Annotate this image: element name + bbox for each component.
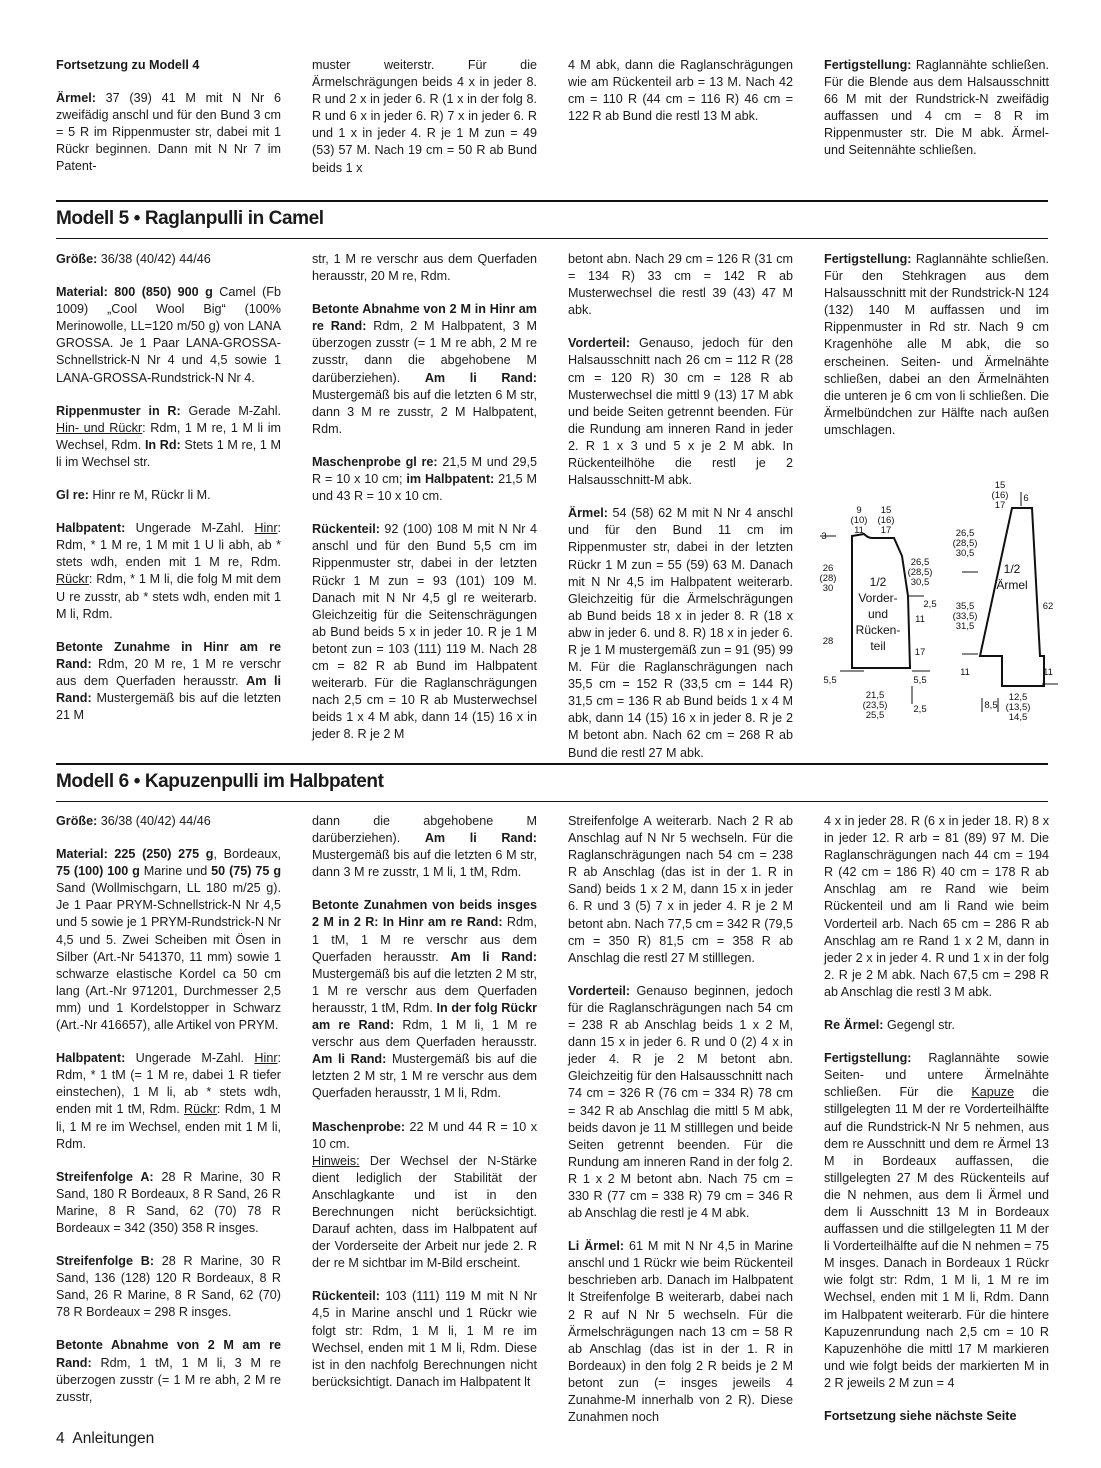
section-header-modell-5 xyxy=(56,200,1048,239)
m6-col1: Größe: 36/38 (40/42) 44/46 Material: 225 (250) 275 g, Bordeaux, 75 (100) 100 g Marine und 50 (75) 75 g Sand (Wollmischgarn, LL 180 m/25 g). Je 1 Paar PRYM-Schnellstrick-N Nr 4,5 und 5 sowie je 1 PRYM-Rundstrick-N Nr 4,5 und 5. Zwei Scheiben mit Ösen in Silber (Art.-Nr 541370, 11 mm) sowie 1 schwarze elastische Kordel ca 50 cm lang (Art.-Nr 971201, Durchmesser 2,5 mm) und 1 Kordelstopper in Schwarz (Art.-Nr 416657), alle Artikel von PRYM. Halbpatent: Ungerade M-Zahl. Hinr: Rdm, * 1 tM (= 1 M re, dabei 1 R tiefer einstechen), 1 M li, ab * stets wdh, enden mit 1 tM, Rdm. Rückr: Rdm, 1 M li, 1 M re im Wechsel, enden mit 1 M li, Rdm. Streifenfolge A: 28 R Marine, 30 R Sand, 180 R Bordeaux, 8 R Sand, 26 R Marine, 8 R Sand, 62 (70) 78 R Bordeaux = 342 (350) 358 R insges. Streifenfolge B: 28 R Marine, 30 R Sand, 136 (128) 120 R Bordeaux, 8 R Sand, 26 R Marine, 8 R Sand, 62 (70) 78 R Bordeaux = 298 R insges. Betonte Abnahme von 2 M am re Rand: Rdm, 1 tM, 1 M li, 3 M re überzogen zusstr (= 1 M re abh, 2 M re zusstr, xyxy=(56,814,282,1404)
body-label-1: 1/2 xyxy=(869,575,887,589)
diag-s17: 17 xyxy=(994,500,1006,511)
diag-b25: 2,5 xyxy=(913,704,927,715)
diag-l3: 3 xyxy=(821,531,827,542)
m6-col2: dann die abgehobene M darüberziehen). Am li Rand: Mustergemäß bis auf die letzten 6 M str, dann 3 M re zusstr, 1 M li, 1 tM, Rdm. Betonte Zunahmen von beids insges 2 M in 2 R: In Hinr am re Rand: Rdm, 1 tM, 1 M re verschr aus dem Querfaden herausstr. Am li Rand: Mustergemäß bis auf die letzten 2 M str, 1 M re verschr aus dem Querfaden herausstr, 1 tM, Rdm. In der folg Rückr am re Rand: Rdm, 1 M li, 1 M re verschr aus dem Querfaden herausstr. Am li Rand: Mustergemäß bis auf die letzten 2 M str, 1 M re verschr aus dem Querfaden herausstr, 1 M li, Rdm. Maschenprobe: 22 M und 44 R = 10 x 10 cm. Hinweis: Der Wechsel der N-Stärke dient lediglich der Stabilität der Anschlagkante und ist in den Berechnungen nicht berücksichtigt. Darauf achten, dass im Halbpatent auf der Vorderseite der Arbeit nur jede 2. R der re M sichtbar im M-Bild erscheint. Rückenteil: 103 (111) 119 M mit N Nr 4,5 in Marine anschl und 1 Rückr wie folgt str: Rdm, 1 M li, 1 M re im Wechsel, enden mit 1 M li, Rdm. Diese ist in den nachfolg Berechnungen nicht berücksichtigt. Danach im Halbpatent lt xyxy=(312,814,538,1389)
diag-t16: (16) xyxy=(877,515,895,526)
diag-b215: 21,5 xyxy=(865,690,885,701)
body-label-4: Rücken- xyxy=(855,623,901,637)
sleeve-label-1: 1/2 xyxy=(1003,562,1021,576)
footer-section: Anleitungen xyxy=(72,1430,155,1447)
diag-t10: (10) xyxy=(850,515,868,526)
m5-col2: str, 1 M re verschr aus dem Querfaden herausstr, 20 M re, Rdm. Betonte Abnahme von 2 M in Hinr am re Rand: Rdm, 2 M Halbpatent, 3 M überzogen zusstr (= 1 M re abh, 2 M re zusstr, dann die abgehobene M darüberziehen). Am li Rand: Mustergemäß bis auf die letzten 6 M str, dann 3 M re zusstr, 2 M Halbpatent, Rdm. Maschenprobe gl re: 21,5 M und 29,5 R = 10 x 10 cm; im Halbpatent: 21,5 M und 43 R = 10 x 10 cm. Rückenteil: 92 (100) 108 M mit N Nr 4 anschl und für den Bund 5,5 cm im Rippenmuster str, dabei in der letzten Rückr 1 M zun = 93 (101) 109 M. Danach mit N Nr 4,5 gl re weiterarb. Gleichzeitig für die Seitenschrägungen ab Bund beids 5 x in jeder 10. R je 1 M betont zun = 103 (111) 119 M. Nach 28 cm = 82 R ab Bund im Halbpatent weiterarb. Für die Raglanschrägungen nach 2,5 cm = 10 R ab Musterwechsel beids 1 x 4 M abk, dann 14 (15) 16 x in jeder 8. R je 2 M xyxy=(312,252,538,742)
diag-s135: (13,5) xyxy=(1005,702,1031,713)
m5-col3: betont abn. Nach 29 cm = 126 R (31 cm = 134 R) 33 cm = 142 R ab Musterwechsel die restl 39 (43) 47 M abk. Vorderteil: Genauso, jedoch für den Halsausschnitt nach 26 cm = 112 R (28 cm = 120 R) 30 cm = 128 R ab Musterwechsel die mittl 9 (13) 17 M abk und beide Seiten getrennt beenden. Für die Rundung am inneren Rand in jeder 2. R 1 x 3 und 5 x je 2 M abk. In Rückenteilhöhe die restl je 2 Halsausschnitt-M abk. Ärmel: 54 (58) 62 M mit N Nr 4 anschl und für den Bund 11 cm im Rippenmuster str, dabei in der letzten Rückr 1 M zun = 55 (59) 63 M. Danach mit N Nr 4,5 im Halbpatent weiterarb. Gleichzeitig für die Ärmelschrägungen ab Bund beids 18 x in jeder 8. R (18 x abw in jeder 6. und 8. R) 18 x in jeder 6. R je 1 M mustergemäß zun = 91 (95) 99 M. Für die Raglanschrägungen nach 35,5 cm = 152 R (33,5 cm = 144 R) 31,5 cm = 136 R ab Bund beids 1 x 4 M abk, dann 14 (15) 16 x in jeder 8. R je 2 M betont abn. Nach 62 cm = 268 R ab Bund die restl 27 M abk. xyxy=(568,252,794,760)
diag-s145: 14,5 xyxy=(1008,712,1028,723)
diag-r11: 11 xyxy=(915,614,925,625)
diag-t9: 9 xyxy=(856,505,862,516)
diag-b235: (23,5) xyxy=(862,700,888,711)
body-label-3: und xyxy=(867,607,889,621)
continuation-heading: Fortsetzung zu Modell 4 xyxy=(56,58,200,72)
diag-s85: 8,5 xyxy=(984,700,998,711)
sleeve-label-2: Ärmel xyxy=(996,578,1028,592)
sleeve-outline xyxy=(980,508,1044,686)
section-title: Modell 6 • Kapuzenpulli im Halbpatent xyxy=(56,771,384,792)
diag-t17: 17 xyxy=(880,525,892,536)
diag-b255: 25,5 xyxy=(865,710,885,721)
body-label-5: teil xyxy=(870,639,886,653)
continued-next-page: Fortsetzung siehe nächste Seite xyxy=(824,1409,1017,1423)
m5-col4: Fertigstellung: Raglannähte schließen. Für den Stehkragen aus dem Halsausschnitt mit der Rundstrick-N 124 (132) 140 M auffassen und im Rippenmuster in Rd str. Nach 9 cm Kragenhöhe alle M abk, die so erscheinen. Seiten- und Ärmelnähte schließen, dabei an den Ärmelnähten die unteren je 6 cm von li schließen. Die Ärmelbündchen zur Hälfte nach außen umschlagen. xyxy=(824,252,1050,437)
diag-l30: 30 xyxy=(822,583,834,594)
diag-l26: 26 xyxy=(822,563,834,574)
top-col2: muster weiterstr. Für die Ärmelschrägungen beids 4 x in jeder 8. R und 2 x in jeder 6. R (1 x in der folg 8. R und 6 x in jeder 6. R) 7 x in jeder 6. R und 1 x in jeder 4. R je 1 M zun = 49 (53) 57 M. Nach 19 cm = 50 R ab Bund beids 1 x xyxy=(312,58,537,175)
diag-s6: 6 xyxy=(1023,493,1029,504)
top-col1: Fortsetzung zu Modell 4 Ärmel: 37 (39) 41 M mit N Nr 6 zweifädig anschl und für den Bund 3 cm = 5 R im Rippenmuster str, dabei mit 1 Rückr beginnen. Dann mit N Nr 7 im Patent- xyxy=(56,58,282,174)
page-number: 4 xyxy=(56,1430,65,1447)
page-footer xyxy=(56,1430,154,1448)
diag-s11r: 11 xyxy=(1043,667,1053,678)
diag-s62: 62 xyxy=(1042,601,1054,612)
diag-r17: 17 xyxy=(914,647,926,658)
diag-l28b: 28 xyxy=(822,636,834,647)
diag-l28: (28) xyxy=(819,573,837,584)
diag-s285: (28,5) xyxy=(952,538,978,549)
diag-r285: (28,5) xyxy=(907,567,933,578)
diag-s16: (16) xyxy=(991,490,1009,501)
diag-s315: 31,5 xyxy=(955,621,975,632)
section-header-modell-6 xyxy=(56,763,1048,802)
diag-t11: 11 xyxy=(854,525,864,536)
m6-col4: 4 x in jeder 28. R (6 x in jeder 18. R) 8 x in jeder 12. R arb = 81 (89) 97 M. Die Raglanschrägungen nach 44 cm = 194 R (42 cm = 186 R) 40 cm = 178 R ab Anschlag am re Rand wie beim Rückenteil und am li Rand wie beim Vorderteil arb. Nach 65 cm = 286 R ab Anschlag am re Rand 1 x 2 M, dann in jeder 2 x in jeder 4. R und 1 x in der folg 2. R je 2 M abk. Nach 67,5 cm = 298 R ab Anschlag die restl 3 M abk. Re Ärmel: Gegengl str. Fertigstellung: Raglannähte sowie Seiten- und untere Ärmelnähte schließen. Für die Kapuze die stillgelegten 11 M der re Vorderteilhälfte auf die Rundstrick-N Nr 5 nehmen, aus dem re Ausschnitt und dem re Ärmel 13 M in Bordeaux auffassen, die stillgelegten 27 M des Rückenteils auf die N nehmen, aus dem li Ärmel und dem li Ausschnitt 13 M in Bordeaux auffassen und die stillgelegten 11 M der li Vorderteilhälfte auf die N nehmen = 75 M insges. Danach in Bordeaux 1 Rückr wie folgt str: Rdm, 1 M li, 1 M re im Wechsel, enden mit 1 M li, Rdm. Dann im Halbpatent weiterarb. Für die hintere Kapuzenrundung nach 2,5 cm = 10 R Kapuzenhöhe die mittl 17 M markieren und wie folgt beids der markierten M in 2 R jeweils 2 M zun = 4 Fortsetzung siehe nächste Seite xyxy=(824,814,1049,1423)
schematic-diagram xyxy=(812,476,1062,726)
diag-s335: (33,5) xyxy=(952,611,978,622)
top-col4: Fertigstellung: Raglannähte schließen. Für die Blende aus dem Halsausschnitt 66 M mit der Rundstrick-N zweifädig auffassen und 4 cm = 8 R im Rippenmuster str. Die M abk. Ärmel- und Seitennähte schließen. xyxy=(824,58,1050,158)
diag-l55: 5,5 xyxy=(823,675,837,686)
diag-s265: 26,5 xyxy=(955,528,975,539)
diag-s305: 30,5 xyxy=(955,548,975,559)
top-col3: 4 M abk, dann die Raglanschrägungen wie am Rückenteil arb = 13 M. Nach 42 cm = 110 R (44 cm = 116 R) 46 cm = 122 R ab Bund die restl 13 M abk. xyxy=(568,58,793,124)
section-title: Modell 5 • Raglanpulli in Camel xyxy=(56,208,324,229)
diag-s11: 11 xyxy=(960,667,970,678)
diag-r265: 26,5 xyxy=(910,557,930,568)
body-label-2: Vorder- xyxy=(858,591,898,605)
diag-s125: 12,5 xyxy=(1008,692,1028,703)
diag-r25: 2,5 xyxy=(923,599,937,610)
diag-s355: 35,5 xyxy=(955,601,975,612)
diag-s15: 15 xyxy=(994,480,1006,491)
m6-col3: Streifenfolge A weiterarb. Nach 2 R ab Anschlag auf N Nr 5 wechseln. Für die Raglanschrägungen nach 54 cm = 238 R ab Anschlag (das ist in der 1. R in Sand) beids 1 x 2 M, dann 15 x in jeder 6. R und 3 (5) 7 x in jeder 4. R je 2 M betont abn. Nach 77,5 cm = 342 R (79,5 cm = 350 R) 81,5 cm = 358 R ab Anschlag die restl 27 M stilllegen. Vorderteil: Genauso beginnen, jedoch für die Raglanschrägungen nach 54 cm = 238 R ab Anschlag beids 1 x 2 M, dann 15 x in jeder 6. R und 0 (2) 4 x in jeder 4. R je 2 M betont abn. Gleichzeitig für den Halsausschnitt nach 74 cm = 326 R (76 cm = 334 R) 78 cm = 342 R ab Anschlag die mittl 5 M abk, beids davon je 11 M stilllegen und beide Seiten getrennt beenden. Für die Rundung am inneren Rand in der folg 2. R 1 x 2 M betont abn. Nach 75 cm = 330 R (77 cm = 338 R) 79 cm = 346 R ab Anschlag die restl je 4 M abk. Li Ärmel: 61 M mit N Nr 4,5 in Marine anschl und 1 Rückr wie beim Rückenteil beschrieben arb. Danach im Halbpatent lt Streifenfolge B weiterarb, dabei nach 2 R auf N Nr 5 wechseln. Für die Ärmelschrägungen nach 13 cm = 58 R ab Anschlag (das ist in der 1. R in Bordeaux) in den folg 2 R beids je 2 M betont zun (= insges jeweils 4 Zunahme-M innerhalb von 2 R). Diese Zunahmen noch xyxy=(568,814,793,1425)
diag-r55: 5,5 xyxy=(913,675,927,686)
m5-col1: Größe: 36/38 (40/42) 44/46 Material: 800 (850) 900 g Camel (Fb 1009) „Cool Wool Big“ (100% Merinowolle, LL=120 m/50 g) von LANA GROSSA. Je 1 Paar LANA-GROSSA-Schnellstrick-N Nr 4 und 4,5 sowie 1 LANA-GROSSA-Rundstrick-N Nr 4. Rippenmuster in R: Gerade M-Zahl. Hin- und Rückr: Rdm, 1 M re, 1 M li im Wechsel, Rdm. In Rd: Stets 1 M re, 1 M li im Wechsel str. Gl re: Hinr re M, Rückr li M. Halbpatent: Ungerade M-Zahl. Hinr: Rdm, * 1 M re, 1 M mit 1 U li abh, ab * stets wdh, enden mit 1 M re, Rdm. Rückr: Rdm, * 1 M li, die folg M mit dem U re zusstr, ab * stets wdh, enden mit 1 M li, Rdm. Betonte Zunahme in Hinr am re Rand: Rdm, 20 M re, 1 M re verschr aus dem Querfaden herausstr. Am li Rand: Mustergemäß bis auf die letzten 21 M xyxy=(56,252,282,723)
diag-r305: 30,5 xyxy=(910,577,930,588)
diag-t15: 15 xyxy=(880,505,892,516)
